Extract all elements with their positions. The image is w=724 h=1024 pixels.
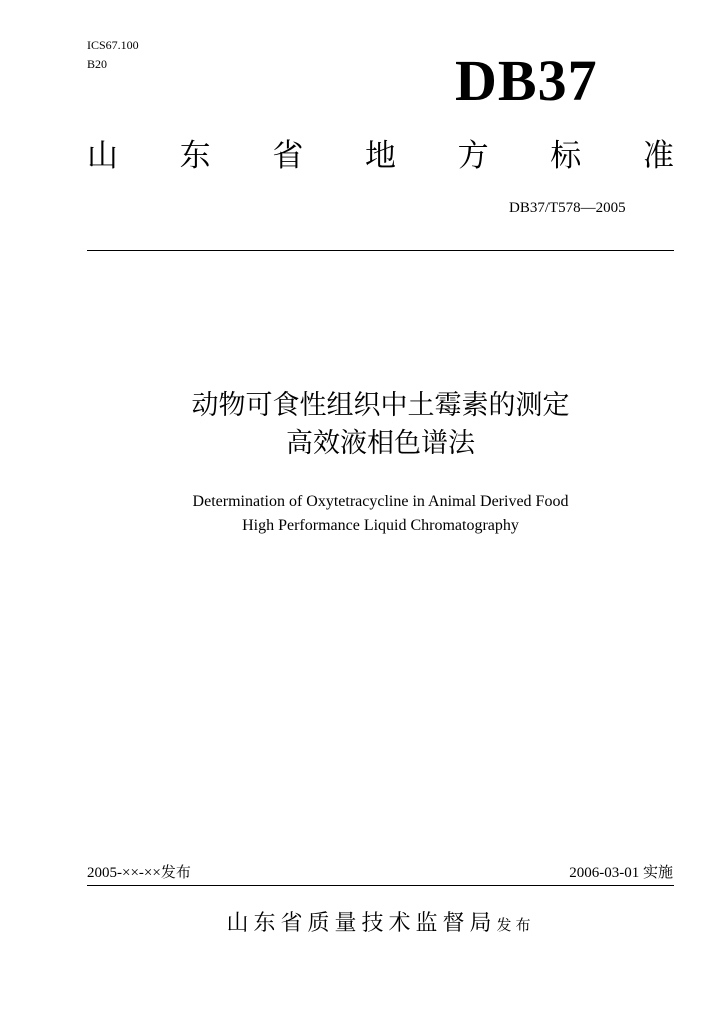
header-divider: [87, 250, 674, 251]
standard-number: DB37/T578—2005: [509, 200, 626, 216]
standard-type-char: 山: [87, 138, 118, 174]
implement-date: 2006-03-01 实施: [569, 865, 673, 881]
footer-divider: [87, 885, 674, 886]
issuer-action: 发布: [496, 916, 535, 934]
publish-date: 2005-××-××发布: [87, 865, 191, 881]
standard-type-char: 东: [179, 138, 211, 174]
chinese-title-line-1: 动物可食性组织中土霉素的测定: [191, 390, 570, 421]
classification-code: B20: [87, 57, 108, 71]
standard-type-char: 准: [642, 138, 674, 174]
db-code: DB37: [455, 48, 598, 113]
ics-code: ICS67.100: [87, 38, 139, 52]
standard-type-char: 标: [550, 138, 582, 174]
standard-type-char: 地: [364, 138, 396, 174]
english-title-line-1: Determination of Oxytetracycline in Animal Derived Food: [192, 493, 569, 510]
standard-type-heading: [87, 138, 674, 174]
standard-type-char: 方: [457, 138, 489, 174]
chinese-title-line-2: 高效液相色谱法: [286, 428, 475, 459]
english-title-line-2: High Performance Liquid Chromatography: [242, 517, 519, 534]
issuer-line: [87, 906, 674, 937]
standard-type-char: 省: [272, 138, 304, 174]
issuer-name: 山东省质量技术监督局: [226, 911, 497, 936]
